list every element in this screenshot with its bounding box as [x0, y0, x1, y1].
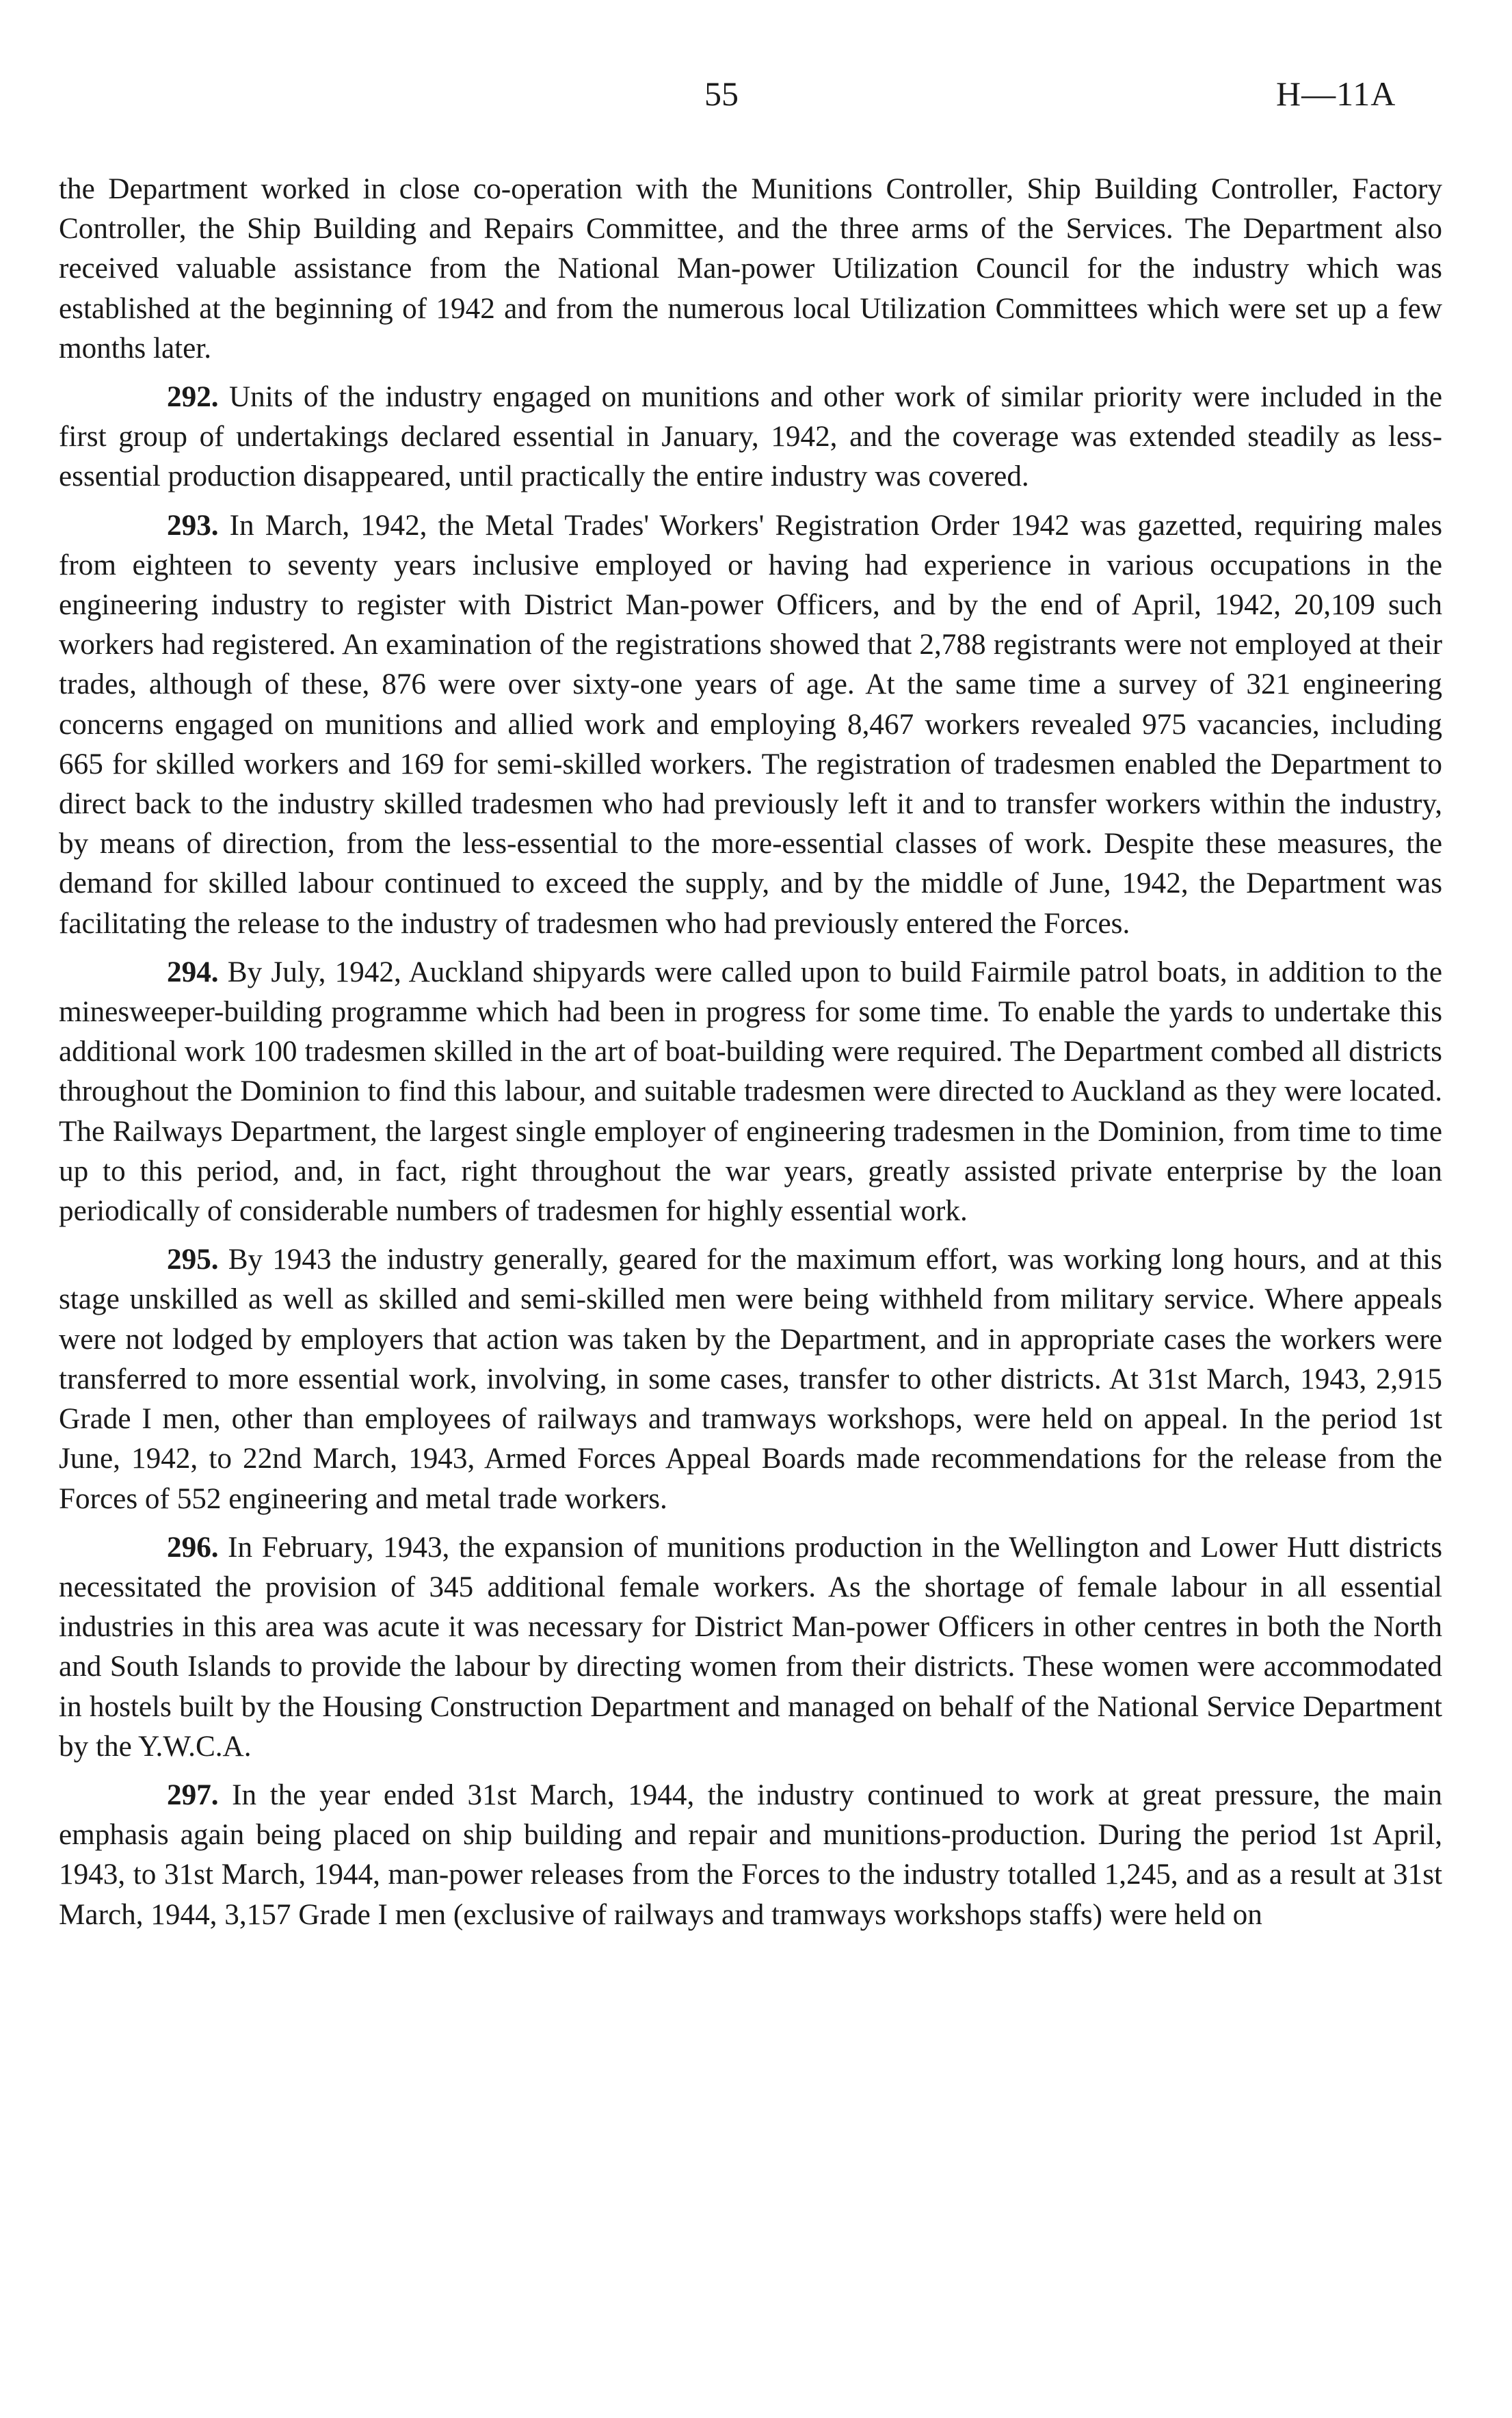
- paragraph-294: [59, 953, 1442, 1231]
- paragraph-text: By 1943 the industry generally, geared for the maximum effort, was working long hours, and at this stage unskilled as well as skilled and semi-skilled men were being withheld from military service. Where appeals were not lodged by employers that action was taken by the Department, and in appropriate cases the workers were transferred to more essential work, involving, in some cases, transfer to other districts. At 31st March, 1943, 2,915 Grade I men, other than employees of railways and tramways workshops, were held on appeal. In the period 1st June, 1942, to 22nd March, 1943, Armed Forces Appeal Boards made recommendations for the release from the Forces of 552 engineering and metal trade workers.: [59, 1244, 1442, 1515]
- paragraph-295: [59, 1240, 1442, 1519]
- paragraph-297: [59, 1776, 1442, 1935]
- paragraph-text: Units of the industry engaged on munitions and other work of similar priority were included in the first group of undertakings declared essential in January, 1942, and the coverage was extended steadily as less-essential production disappeared, until practically the entire industry was covered.: [59, 381, 1443, 493]
- paragraph-292: [59, 378, 1442, 497]
- paragraph-296: [59, 1528, 1442, 1767]
- intro-paragraph: the Department worked in close co-operation with the Munitions Controller, Ship Building Controller, Factory Controller, the Ship Building and Repairs Committee, and the three arms of the Services. The Department also received valuable assistance from the National Man-power Utilization Council for the industry which was established at the beginning of 1942 and from the numerous local Utilization Committees which were set up a few months later.: [59, 173, 1442, 365]
- paragraph-293: [59, 506, 1442, 944]
- paragraph-number: 295.: [167, 1244, 219, 1276]
- paragraph-text: In March, 1942, the Metal Trades' Workers' Registration Order 1942 was gazetted, requiring males from eighteen to seventy years inclusive employed or having had experience in various occupations in the engineering industry to register with District Man-power Officers, and by the end of April, 1942, 20,109 such workers had registered. An examination of the registrations showed that 2,788 registrants were not employed at their trades, although of these, 876 were over sixty-one years of age. At the same time a survey of 321 engineering concerns engaged on munitions and allied work and employing 8,467 workers revealed 975 vacancies, including 665 for skilled workers and 169 for semi-skilled workers. The registration of tradesmen enabled the Department to direct back to the industry skilled tradesmen who had previously left it and to transfer workers within the industry, by means of direction, from the less-essential to the more-essential classes of work. Despite these measures, the demand for skilled labour continued to exceed the supply, and by the middle of June, 1942, the Department was facilitating the release to the industry of tradesmen who had previously entered the Forces.: [59, 509, 1442, 940]
- paragraph-number: 296.: [167, 1531, 219, 1564]
- paragraph-text: By July, 1942, Auckland shipyards were called upon to build Fairmile patrol boats, in addition to the minesweeper-building programme which had been in progress for some time. To enable the yards to undertake this additional work 100 tradesmen skilled in the art of boat-building were required. The Department combed all districts throughout the Dominion to find this labour, and suitable tradesmen were directed to Auckland as they were located. The Railways Department, the largest single employer of engineering tradesmen in the Dominion, from time to time up to this period, and, in fact, right throughout the war years, greatly assisted private enterprise by the loan periodically of considerable numbers of tradesmen for highly essential work.: [59, 956, 1443, 1228]
- page-header: [0, 74, 1512, 129]
- paragraph-number: 294.: [167, 956, 219, 988]
- paragraph-text: In the year ended 31st March, 1944, the industry continued to work at great pressure, the main emphasis again being placed on ship building and repair and munitions-production. During the period 1st April, 1943, to 31st March, 1944, man-power releases from the Forces to the industry totalled 1,245, and as a result at 31st March, 1944, 3,157 Grade I men (exclusive of railways and tramways workshops staffs) were held on: [59, 1778, 1442, 1931]
- paragraph-number: 292.: [167, 381, 219, 414]
- paragraph-number: 297.: [167, 1778, 219, 1811]
- body-text: [59, 170, 1442, 1935]
- paragraph-text: In February, 1943, the expansion of munitions production in the Wellington and Lower Hutt districts necessitated the provision of 345 additional female workers. As the shortage of female labour in all essential industries in this area was acute it was necessary for District Man-power Officers in other centres in both the North and South Islands to provide the labour by directing women from their districts. These women were accommodated in hostels built by the Housing Construction Department and managed on behalf of the National Service Department by the Y.W.C.A.: [59, 1531, 1442, 1763]
- document-reference: H—11A: [1276, 75, 1396, 113]
- paragraph-number: 293.: [167, 509, 219, 542]
- page-number: 55: [704, 75, 739, 113]
